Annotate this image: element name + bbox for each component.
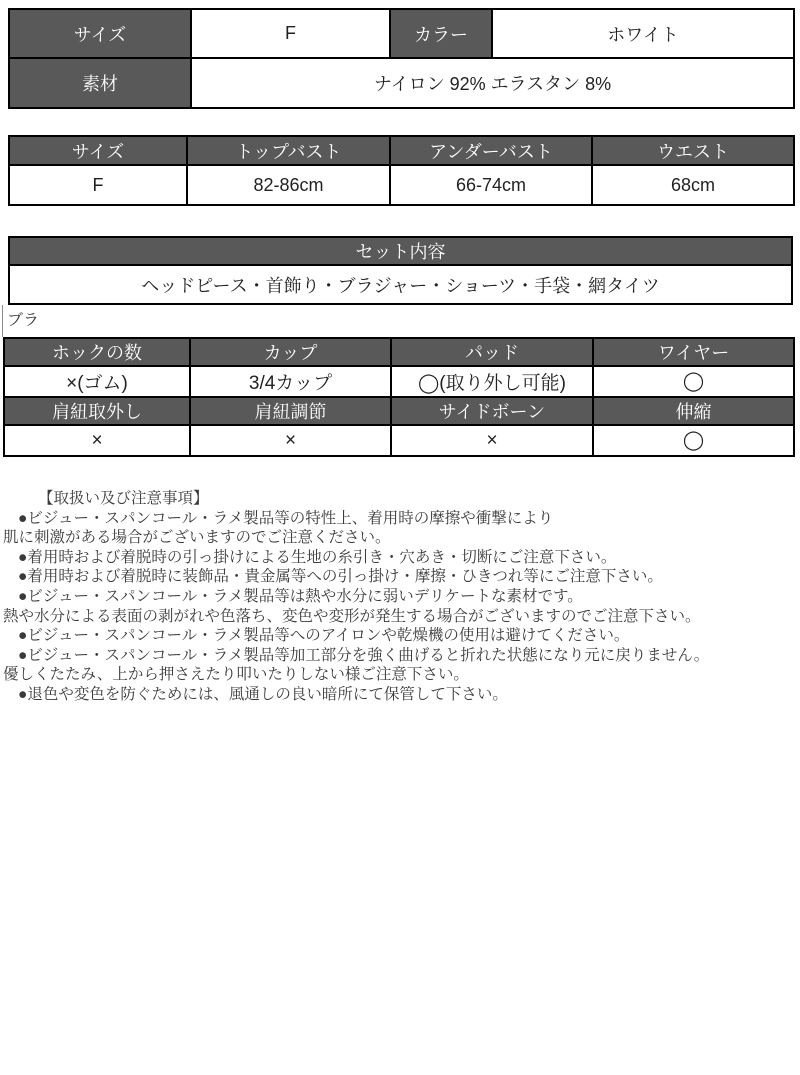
measure-header-under-bust: アンダーバスト [390, 136, 592, 165]
care-note-line: ●着用時および着脱時の引っ掛けによる生地の糸引き・穴あき・切断にご注意下さい。 [18, 548, 617, 566]
set-contents-value: ヘッドピース・首飾り・ブラジャー・ショーツ・手袋・網タイツ [9, 265, 792, 304]
care-note-line: ●着用時および着脱時に装飾品・貴金属等への引っ掛け・摩擦・ひきつれ等にご注意下さい。 [18, 568, 663, 586]
measure-header-waist: ウエスト [592, 136, 794, 165]
measure-value-top-bust: 82-86cm [187, 165, 390, 205]
bra-header-pad: パッド [391, 338, 593, 366]
care-note-line: ●ビジュー・スパンコール・ラメ製品等へのアイロンや乾燥機の使用は避けてください。 [18, 627, 630, 645]
bra-header-side-bone: サイドボーン [391, 397, 593, 425]
bra-header-strap-removal: 肩紐取外し [4, 397, 190, 425]
care-note-line: 優しくたたみ、上から押さえたり叩いたりしない様ご注意下さい。 [3, 666, 469, 684]
care-note-line: ●ビジュー・スパンコール・ラメ製品等の特性上、着用時の摩擦や衝撃により [18, 509, 554, 527]
bra-value-stretch: ◯ [593, 425, 794, 456]
material-header-cell: 素材 [9, 58, 191, 108]
material-value-cell: ナイロン 92% エラスタン 8% [191, 58, 794, 108]
bra-header-strap-adjust: 肩紐調節 [190, 397, 391, 425]
care-note-line: ●ビジュー・スパンコール・ラメ製品等加工部分を強く曲げると折れた状態になり元に戻りません。 [18, 646, 710, 664]
care-notes-title: 【取扱い及び注意事項】 [38, 490, 209, 507]
size-value-cell: F [191, 9, 390, 58]
measurement-table [8, 135, 795, 206]
measure-value-size: F [9, 165, 187, 205]
bra-value-hook-count: ×(ゴム) [4, 366, 190, 397]
bra-value-strap-removal: × [4, 425, 190, 456]
bra-section-label: ブラ [2, 305, 800, 337]
bra-value-side-bone: × [391, 425, 593, 456]
color-value-cell: ホワイト [492, 9, 794, 58]
bra-header-cup: カップ [190, 338, 391, 366]
care-note-line: ●ビジュー・スパンコール・ラメ製品等は熱や水分に弱いデリケートな素材です。 [18, 587, 583, 605]
care-note-line: 熱や水分による表面の剥がれや色落ち、変色や変形が発生する場合がございますのでご注意下さい。 [3, 607, 701, 625]
measure-value-under-bust: 66-74cm [390, 165, 592, 205]
care-notes [0, 489, 800, 705]
measure-header-top-bust: トップバスト [187, 136, 390, 165]
size-header-cell: サイズ [9, 9, 191, 58]
care-note-line: 肌に刺激がある場合がございますのでご注意ください。 [3, 529, 391, 547]
bra-value-strap-adjust: × [190, 425, 391, 456]
bra-header-wire: ワイヤー [593, 338, 794, 366]
bra-value-wire: ◯ [593, 366, 794, 397]
bra-value-cup: 3/4カップ [190, 366, 391, 397]
product-spec-table [8, 8, 795, 109]
care-note-line: ●退色や変色を防ぐためには、風通しの良い暗所にて保管して下さい。 [18, 685, 508, 703]
measure-value-waist: 68cm [592, 165, 794, 205]
set-contents-table [8, 236, 793, 305]
measure-header-size: サイズ [9, 136, 187, 165]
bra-spec-table [3, 337, 795, 457]
set-contents-header: セット内容 [9, 237, 792, 265]
bra-value-pad: ◯(取り外し可能) [391, 366, 593, 397]
color-header-cell: カラー [390, 9, 492, 58]
bra-header-hook-count: ホックの数 [4, 338, 190, 366]
bra-header-stretch: 伸縮 [593, 397, 794, 425]
